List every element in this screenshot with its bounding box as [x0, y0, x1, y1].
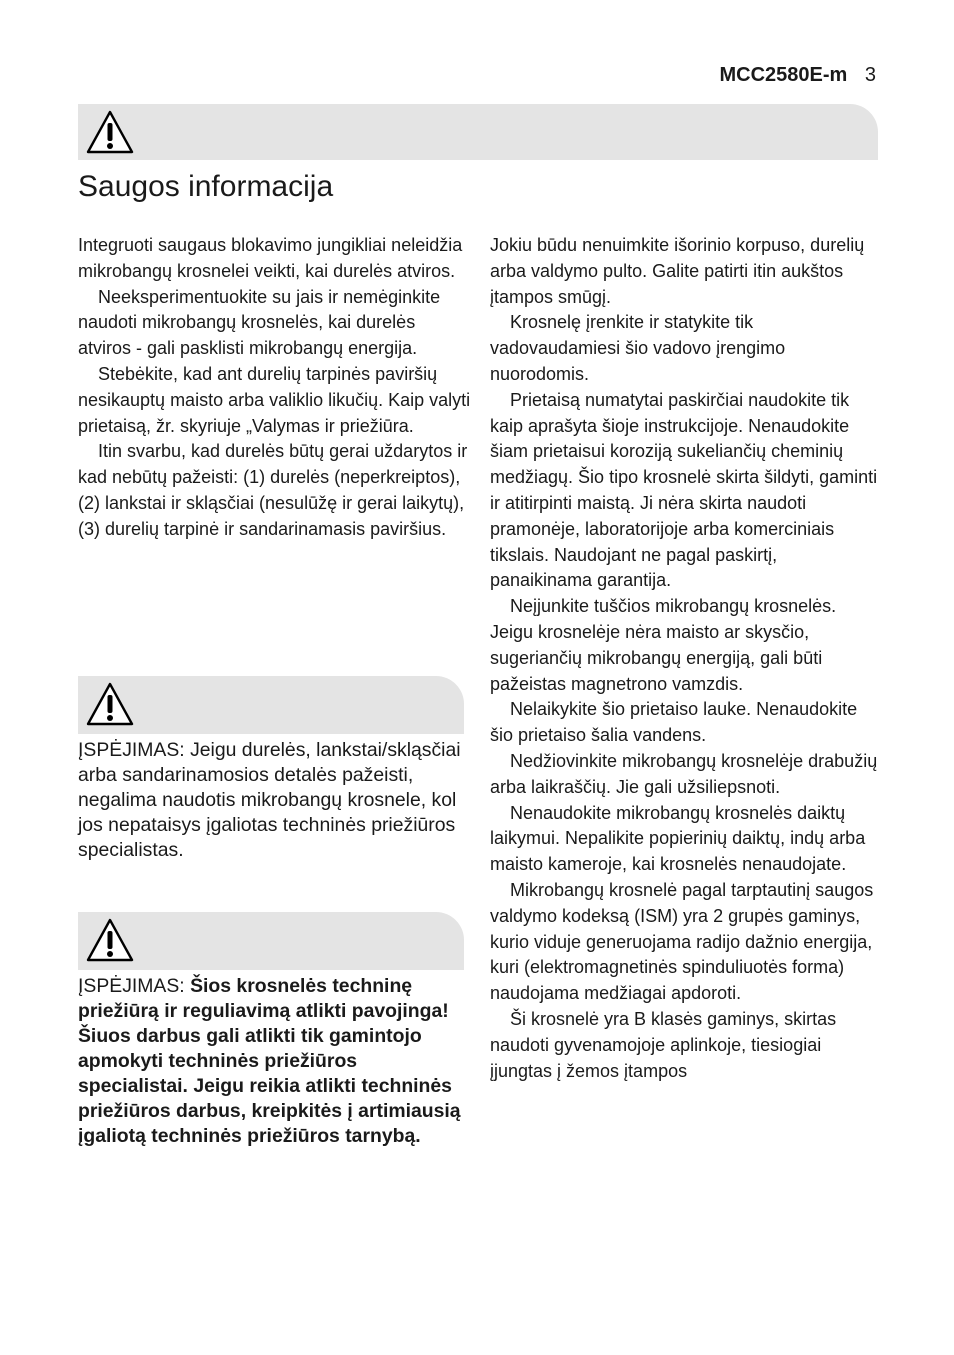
warning-banner — [78, 676, 464, 734]
warning-triangle-icon — [84, 108, 136, 156]
warning-text: ĮSPĖJIMAS: Jeigu durelės, lankstai/skląsčiai arba sandarinamosios detalės pažeisti, negalima naudotis mikrobangų krosnele, kol jos nepataisys įgaliotas techninės priežiūros specialistas. — [78, 739, 461, 861]
paragraph: Prietaisą numatytai paskirčiai naudokite tik kaip aprašyta šioje instrukcijoje. Nenaudokite šiam prietaisui koroziją sukeliančių cheminių medžiagų. Šio tipo krosnelė skirta šildyti, gaminti ir atitirpinti maistą. Ji nėra skirta naudoti pramonėje, laboratorijoje arba komerciniais tikslais. Naudojant ne pagal paskirtį, panaikinama garantija. — [490, 389, 878, 591]
paragraph: Nedžiovinkite mikrobangų krosnelėje drabužių arba laikraščių. Jie gali užsiliepsnoti. — [490, 750, 878, 797]
model-number: MCC2580E-m — [719, 64, 848, 86]
warning-triangle-icon — [84, 680, 136, 728]
safety-banner — [78, 104, 878, 160]
paragraph: Ši krosnelė yra B klasės gaminys, skirtas naudoti gyvenamojoje aplinkoje, tiesiogiai įjungtas į žemos įtampos — [490, 1008, 837, 1081]
paragraph: Stebėkite, kad ant durelių tarpinės paviršių nesikauptų maisto arba valiklio likučių. Kaip valyti prietaisą, žr. skyriuje „Valymas ir priežiūra. — [78, 363, 471, 436]
paragraph: Integruoti saugaus blokavimo jungikliai neleidžia mikrobangų krosnelei veikti, kai durelės atviros. — [78, 235, 463, 281]
warning-prefix: ĮSPĖJIMAS: — [78, 975, 191, 997]
left-column — [78, 233, 472, 543]
paragraph: Nelaikykite šio prietaiso lauke. Nenaudokite šio prietaiso šalia vandens. — [490, 699, 858, 746]
paragraph: Jokiu būdu nenuimkite išorinio korpuso, durelių arba valdymo pulto. Galite patirti itin aukštos įtampos smūgį. — [490, 235, 865, 307]
section-title: Saugos informacija — [78, 170, 334, 203]
warning-text — [78, 974, 468, 1149]
page-number: 3 — [864, 64, 876, 86]
paragraph: Mikrobangų krosnelė pagal tarptautinį saugos valdymo kodeksą (ISM) yra 2 grupės gaminys, kurio viduje generuojama radijo dažnio energija, kuri (elektromagnetinės spinduliuotės forma) naudojama medžiagai apdoroti. — [490, 879, 874, 1004]
paragraph: Nenaudokite mikrobangų krosnelės daiktų laikymui. Nepalikite popierinių daiktų, indų arba maisto kameroje, kai krosnelės nenaudojate. — [490, 802, 866, 875]
paragraph: Itin svarbu, kad durelės būtų gerai uždarytos ir kad nebūtų pažeisti: (1) durelės (neperkreiptos), (2) lankstai ir skląsčiai (nesulūžę ir gerai laikytų), (3) durelių tarpinė ir sandarinamasis paviršius. — [78, 441, 468, 539]
warning-bold-text: Šios krosnelės techninę priežiūrą ir reguliavimą atlikti pavojinga! Šiuos darbus gali atlikti tik gamintojo apmokyti techninės priežiūros specialistai. Jeigu reikia atlikti techninės priežiūros darbus, kreipkitės į artimiausią įgaliotą techninės priežiūros tarnybą. — [78, 975, 461, 1147]
warning-banner — [78, 912, 464, 970]
page-header — [719, 64, 876, 87]
right-column — [490, 233, 882, 1084]
paragraph: Krosnelę įrenkite ir statykite tik vadovaudamiesi šio vadovo įrengimo nuorodomis. — [490, 312, 786, 384]
paragraph: Neįjunkite tuščios mikrobangų krosnelės. Jeigu krosnelėje nėra maisto ar skysčio, sugeriančių mikrobangų energiją, gali būti pažeistas magnetrono vamzdis. — [490, 596, 837, 694]
paragraph: Neeksperimentuokite su jais ir nemėginkite naudoti mikrobangų krosnelės, kai durelės atviros - gali pasklisti mikrobangų energija. — [78, 286, 441, 359]
warning-triangle-icon — [84, 916, 136, 964]
